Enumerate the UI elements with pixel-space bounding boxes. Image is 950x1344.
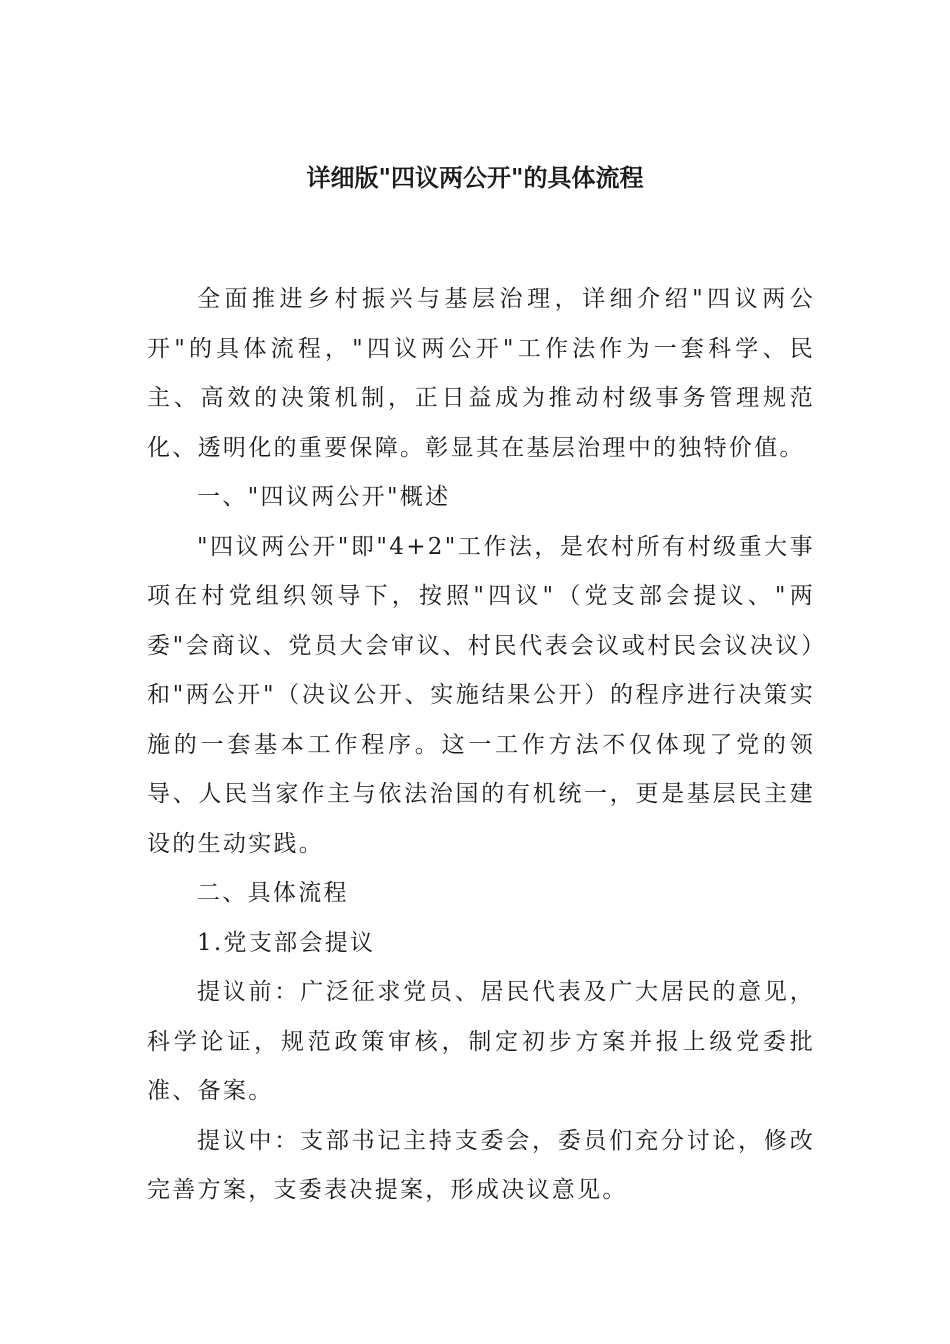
proposal-before-paragraph: 提议前：广泛征求党员、居民代表及广大居民的意见，科学论证，规范政策审核，制定初步方案并报上级党委批准、备案。 [147, 979, 815, 1104]
subsection-heading-proposal: 1.党支部会提议 [197, 929, 376, 956]
document-body [147, 275, 815, 1216]
section-heading-process: 二、具体流程 [197, 880, 349, 906]
section-heading-overview: 一、"四议两公开"概述 [197, 484, 451, 510]
overview-paragraph: "四议两公开"即"4+2"工作法，是农村所有村级重大事项在村党组织领导下，按照"四议"（党支部会提议、"两委"会商议、党员大会审议、村民代表会议或村民会议决议）和"两公开"（决议公开、实施结果公开）的程序进行决策实施的一套基本工作程序。这一工作方法不仅体现了党的领导、人民当家作主与依法治国的有机统一，更是基层民主建设的生动实践。 [147, 533, 815, 857]
proposal-during-paragraph: 提议中：支部书记主持支委会，委员们充分讨论，修改完善方案，支委表决提案，形成决议意见。 [147, 1127, 815, 1203]
document-title: 详细版"四议两公开"的具体流程 [306, 163, 644, 192]
intro-paragraph: 全面推进乡村振兴与基层治理，详细介绍"四议两公开"的具体流程，"四议两公开"工作法作为一套科学、民主、高效的决策机制，正日益成为推动村级事务管理规范化、透明化的重要保障。彰显其在基层治理中的独特价值。 [147, 286, 815, 461]
